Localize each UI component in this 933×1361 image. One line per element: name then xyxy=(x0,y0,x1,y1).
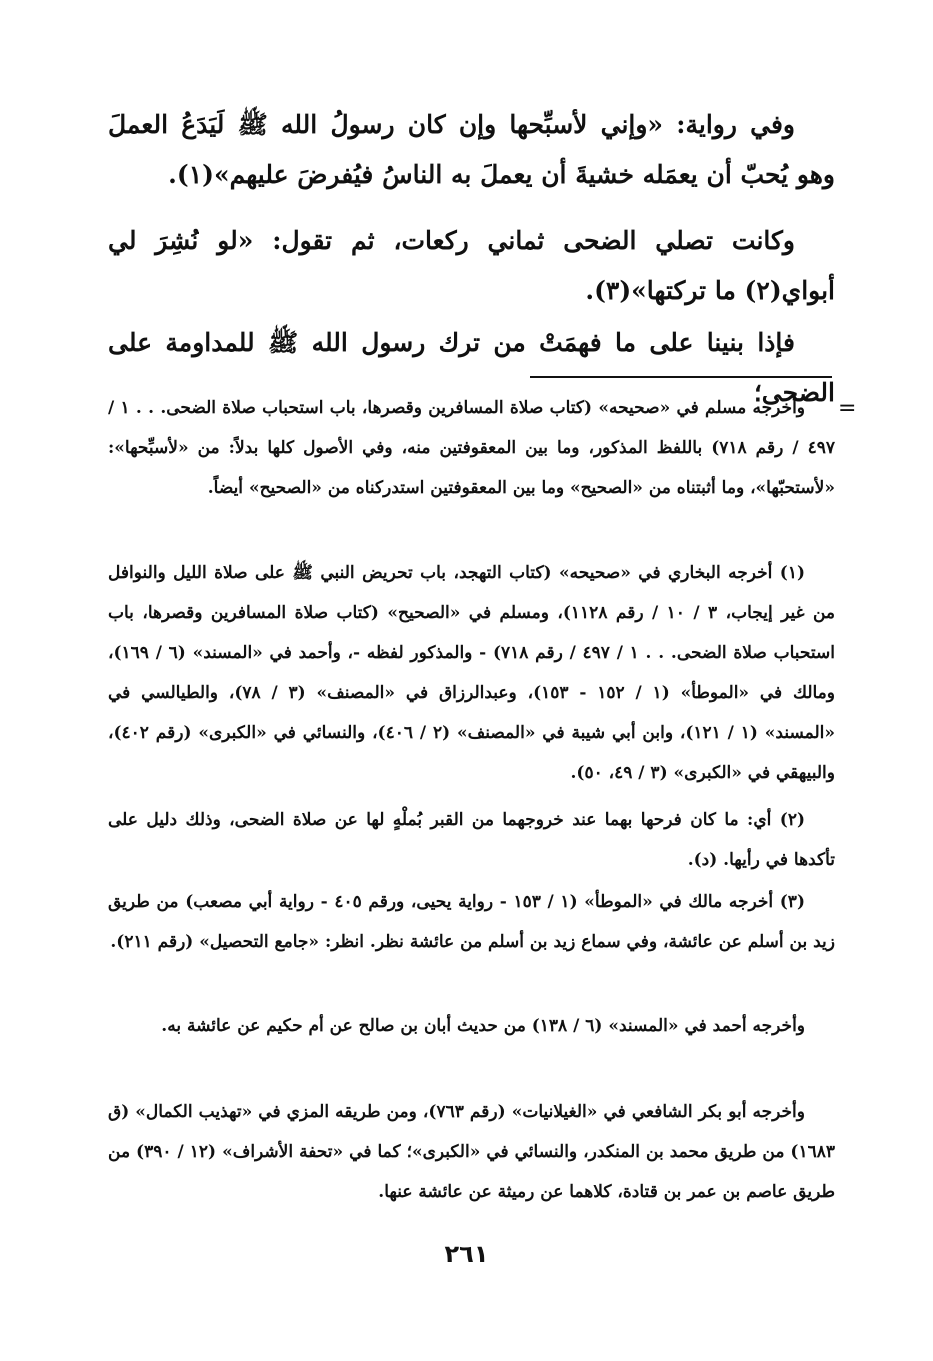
footnote-continuation-mark: = xyxy=(838,396,857,421)
footnote-separator xyxy=(530,376,832,378)
footnote-continuation: وأخرجه مسلم في «صحيحه» (كتاب صلاة المسافرين وقصرها، باب استحباب صلاة الضحى. . . ١ / ٤٩٧ / رقم ٧١٨) باللفظ المذكور، وما بين المعقوفتين منه، وفي الأصول كلها بدلاً: من «لأسبِّحها»: «لأستحبّها»، وما أثبتناه من «الصحيح» وما بين المعقوفتين استدركناه من «الصحيح» أيضاً. xyxy=(108,398,835,498)
page-number: ٢٦١ xyxy=(444,1240,489,1268)
footnote-3: (٣) أخرجه مالك في «الموطأ» (١ / ١٥٣ - رواية يحيى، ورقم ٤٠٥ - رواية أبي مصعب) من طريق زيد بن أسلم عن عائشة، وفي سماع زيد بن أسلم من عائشة نظر. انظر: «جامع التحصيل» (رقم ٢١١). xyxy=(108,892,835,952)
footnote-1: (١) أخرجه البخاري في «صحيحه» (كتاب التهجد، باب تحريض النبي ﷺ على صلاة الليل والنوافل من غير إيجاب، ٣ / ١٠ / رقم ١١٢٨)، ومسلم في «الصحيح» (كتاب صلاة المسافرين وقصرها، باب استحباب صلاة الضحى. . . ١ / ٤٩٧ / رقم ٧١٨) - والمذكور لفظه -، وأحمد في «المسند» (٦ / ١٦٩)، ومالك في «الموطأ» (١ / ١٥٢ - ١٥٣)، وعبدالرزاق في «المصنف» (٣ / ٧٨)، والطيالسي في «المسند» (١ / ١٢١)، وابن أبي شيبة في «المصنف» (٢ / ٤٠٦)، والنسائي في «الكبرى» (رقم ٤٠٢)، والبيهقي في «الكبرى» (٣ / ٤٩، ٥٠). xyxy=(108,563,836,783)
footnote-2: (٢) أي: ما كان فرحها بهما عند خروجهما من القبر بُملْهٍ لها عن صلاة الضحى، وذلك دليل على تأكدها في رأيها. (د). xyxy=(108,810,835,870)
main-paragraph-1: وفي رواية: «وإني لأسبِّحها وإن كان رسولُ الله ﷺ لَيَدَعُ العملَ وهو يُحبّ أن يعمَله خشيةَ أن يعملَ به الناسُ فيُفرضَ عليهم»(١). xyxy=(108,110,835,189)
footnote-3-addendum-2: وأخرجه أبو بكر الشافعي في «الغيلانيات» (رقم ٧٦٣)، ومن طريقه المزي في «تهذيب الكمال» (ق ١٦٨٣) من طريق محمد بن المنكدر، والنسائي في «الكبرى»؛ كما في «تحفة الأشراف» (١٢ / ٣٩٠) من طريق عاصم بن عمر بن قتادة، كلاهما عن رميثة عن عائشة عنها. xyxy=(108,1102,836,1202)
footnote-3-addendum-1: وأخرجه أحمد في «المسند» (٦ / ١٣٨) من حديث أبان بن صالح عن أم حكيم عن عائشة به. xyxy=(161,1016,805,1036)
main-paragraph-3: فإذا بنينا على ما فهمَتْ من ترك رسول الله ﷺ للمداومة على الضحى؛ xyxy=(108,328,835,407)
main-paragraph-2: وكانت تصلي الضحى ثماني ركعات، ثم تقول: «لو نُشِرَ لي أبواي(٢) ما تركتها»(٣). xyxy=(108,226,835,305)
